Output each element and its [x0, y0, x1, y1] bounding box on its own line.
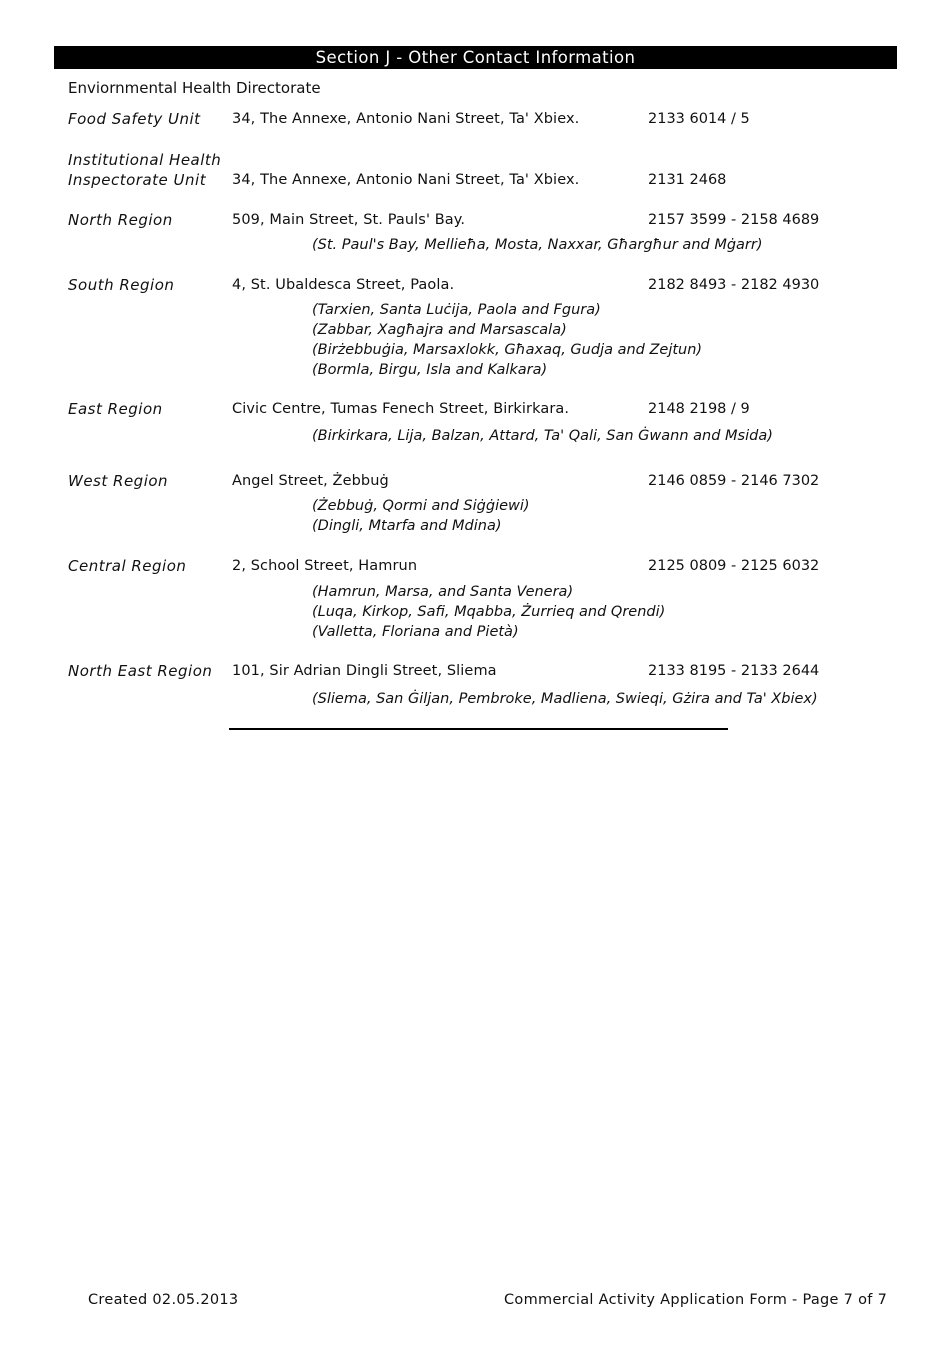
contact-phone: 2182 8493 - 2182 4930	[648, 277, 820, 293]
contact-phone: 2133 6014 / 5	[648, 111, 750, 127]
locality-line: (Żebbuġ, Qormi and Siġġiewi)	[312, 498, 530, 514]
contact-phone: 2148 2198 / 9	[648, 401, 750, 417]
directorate-heading: Enviornmental Health Directorate	[68, 79, 321, 97]
contact-phone: 2146 0859 - 2146 7302	[648, 473, 820, 489]
contact-label-line: South Region	[68, 276, 175, 294]
contact-label-line: Inspectorate Unit	[68, 171, 207, 189]
contact-address: 34, The Annexe, Antonio Nani Street, Ta' Xbiex.	[232, 172, 580, 188]
localities-list	[312, 426, 773, 446]
locality-line: (Valletta, Floriana and Pietà)	[312, 624, 519, 640]
locality-line: (Zabbar, Xagħajra and Marsascala)	[312, 322, 567, 338]
locality-line: (Bormla, Birgu, Isla and Kalkara)	[312, 362, 548, 378]
contact-label-line: Central Region	[68, 557, 187, 575]
contact-address: 34, The Annexe, Antonio Nani Street, Ta' Xbiex.	[232, 111, 580, 127]
divider-rule	[229, 728, 728, 730]
locality-line: (Sliema, San Ġiljan, Pembroke, Madliena, Swieqi, Gżira and Ta' Xbiex)	[312, 691, 818, 707]
contact-label-line: North Region	[68, 211, 173, 229]
contact-label	[68, 399, 163, 419]
localities-list	[312, 496, 530, 536]
contact-phone: 2125 0809 - 2125 6032	[648, 558, 820, 574]
contact-label-line: West Region	[68, 472, 169, 490]
contact-label	[68, 471, 168, 491]
contact-label	[68, 661, 212, 681]
contact-label-line: North East Region	[68, 662, 213, 680]
contact-label	[68, 150, 221, 190]
locality-line: (Dingli, Mtarfa and Mdina)	[312, 518, 502, 534]
contact-label	[68, 109, 201, 129]
locality-line: (Luqa, Kirkop, Safi, Mqabba, Żurrieq and Qrendi)	[312, 604, 666, 620]
locality-line: (Birżebbuġia, Marsaxlokk, Għaxaq, Gudja and Zejtun)	[312, 342, 703, 358]
localities-list	[312, 235, 763, 255]
localities-list	[312, 300, 702, 380]
contact-label-line: Institutional Health	[68, 151, 222, 169]
locality-line: (Hamrun, Marsa, and Santa Venera)	[312, 584, 574, 600]
contact-address: 101, Sir Adrian Dingli Street, Sliema	[232, 663, 497, 679]
contact-label-line: Food Safety Unit	[68, 110, 201, 128]
contact-phone: 2157 3599 - 2158 4689	[648, 212, 820, 228]
locality-line: (St. Paul's Bay, Mellieħa, Mosta, Naxxar, Għargħur and Mġarr)	[312, 237, 763, 253]
contact-address: 509, Main Street, St. Pauls' Bay.	[232, 212, 466, 228]
contact-address: 2, School Street, Hamrun	[232, 558, 418, 574]
contact-label	[68, 556, 186, 576]
section-header: Section J - Other Contact Information	[54, 46, 897, 69]
contact-address: Angel Street, Żebbuġ	[232, 473, 389, 489]
contact-phone: 2133 8195 - 2133 2644	[648, 663, 820, 679]
contact-address: 4, St. Ubaldesca Street, Paola.	[232, 277, 455, 293]
localities-list	[312, 582, 665, 642]
locality-line: (Tarxien, Santa Luċija, Paola and Fgura)	[312, 302, 601, 318]
footer-page-info: Commercial Activity Application Form - Page 7 of 7	[504, 1292, 888, 1308]
contact-label	[68, 210, 173, 230]
contact-label-line: East Region	[68, 400, 163, 418]
footer-created-date: Created 02.05.2013	[88, 1292, 239, 1308]
contact-address: Civic Centre, Tumas Fenech Street, Birkirkara.	[232, 401, 570, 417]
localities-list	[312, 689, 818, 709]
contact-phone: 2131 2468	[648, 172, 727, 188]
contact-label	[68, 275, 174, 295]
locality-line: (Birkirkara, Lija, Balzan, Attard, Ta' Qali, San Ġwann and Msida)	[312, 428, 773, 444]
